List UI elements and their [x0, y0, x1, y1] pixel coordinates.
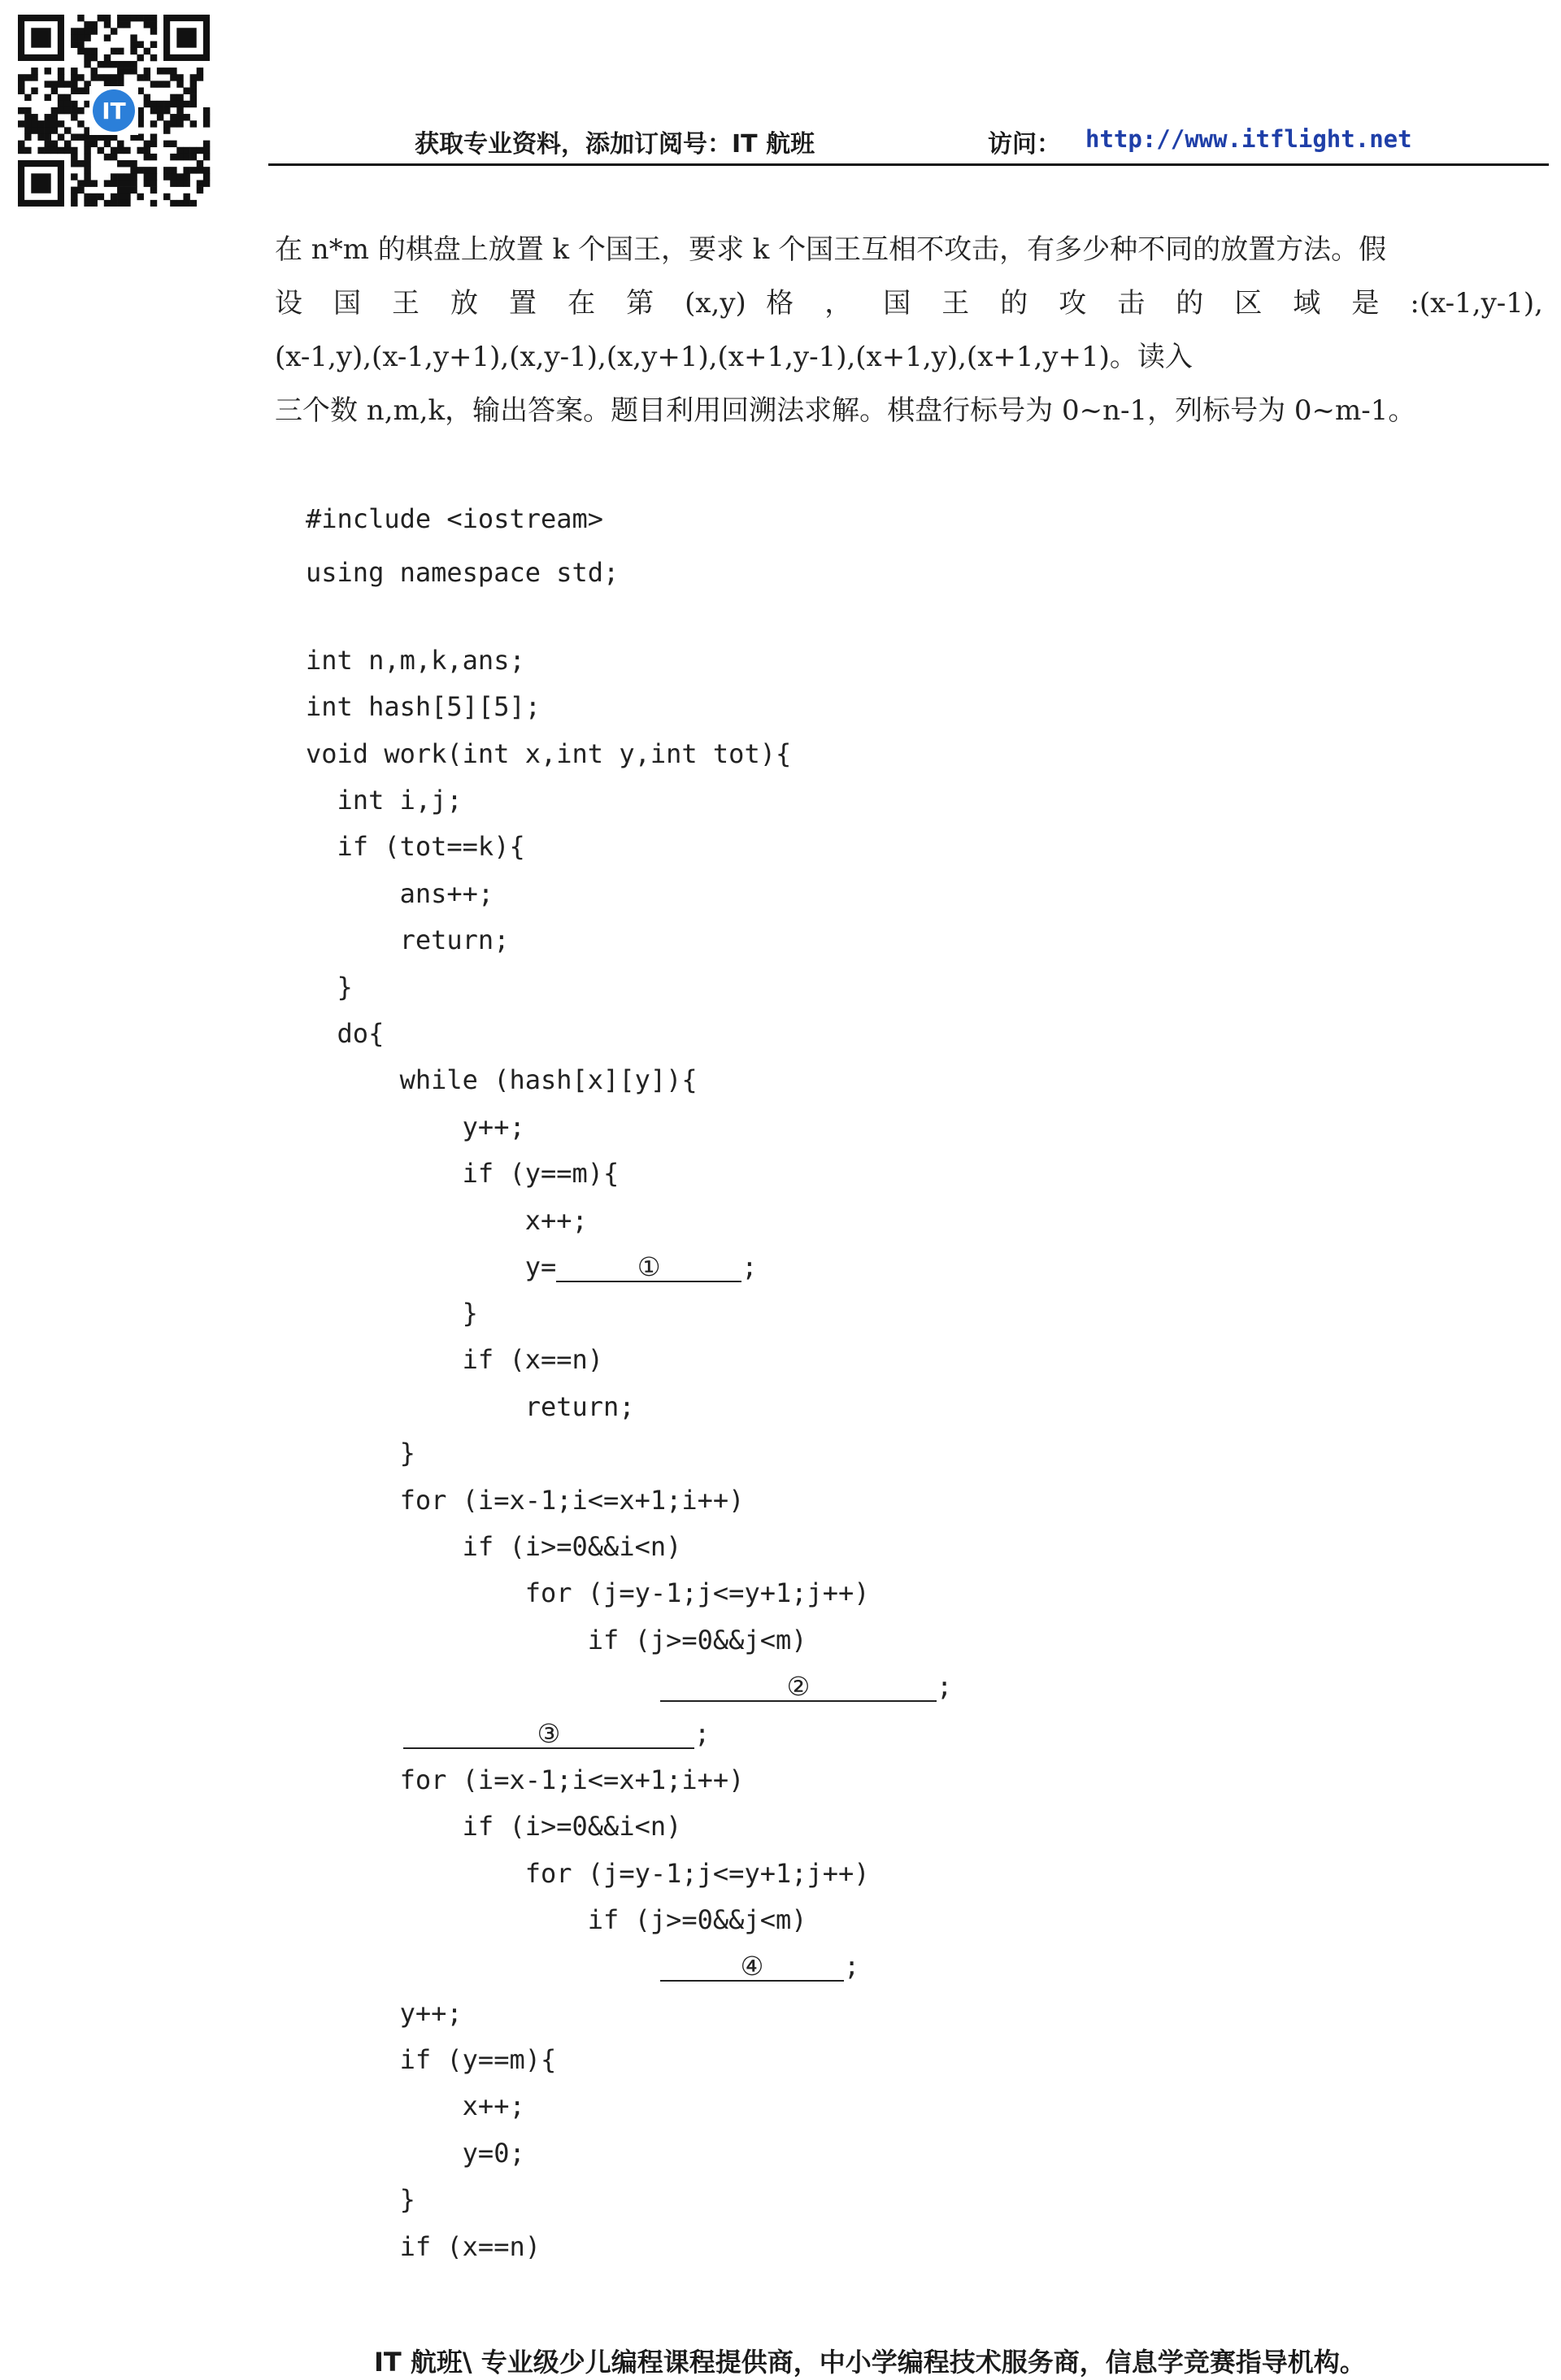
qr-module: [197, 74, 203, 80]
qr-module: [64, 80, 71, 87]
qr-module: [91, 28, 98, 34]
qr-module: [183, 173, 189, 180]
qr-module: [111, 61, 117, 67]
qr-module: [111, 74, 117, 80]
qr-module: [130, 180, 137, 186]
qr-module: [51, 107, 58, 114]
code-line: y++;: [306, 1112, 525, 1142]
code-text: ;: [844, 1951, 860, 1982]
header-visit-label: 访问：: [988, 130, 1061, 159]
qr-module: [31, 114, 37, 120]
qr-module: [77, 180, 84, 186]
qr-module: [150, 21, 157, 28]
code-line: void work(int x,int y,int tot){: [306, 738, 792, 769]
qr-module: [58, 80, 64, 87]
qr-module: [190, 74, 197, 80]
qr-module: [77, 88, 84, 94]
qr-module: [91, 74, 98, 80]
code-line: if (i>=0&&i<n): [306, 1811, 682, 1842]
qr-module: [58, 74, 64, 80]
code-line: y++;: [306, 1998, 463, 2029]
qr-module: [170, 167, 176, 173]
qr-module: [170, 200, 176, 207]
qr-module: [98, 194, 104, 200]
qr-module: [163, 107, 170, 114]
code-line: if (y==m){: [306, 1158, 620, 1189]
qr-module: [130, 67, 137, 74]
blank-1[interactable]: ①: [556, 1253, 741, 1282]
qr-module: [104, 54, 111, 61]
qr-module: [117, 21, 124, 28]
qr-module: [71, 74, 77, 80]
qr-module: [31, 88, 37, 94]
qr-module: [150, 15, 157, 21]
statement-line-4: 三个数 n,m,k，输出答案。题目利用回溯法求解。棋盘行标号为 0~n-1，列标号为 0~m-1。: [275, 394, 1416, 427]
qr-module: [77, 41, 84, 48]
blank-4[interactable]: ④: [660, 1952, 844, 1982]
code-line-blank-2: [660, 1670, 952, 1703]
code-line: if (j>=0&&j<m): [306, 1625, 807, 1656]
qr-module: [104, 74, 111, 80]
qr-module: [91, 67, 98, 74]
qr-module: [18, 107, 24, 114]
qr-module: [176, 200, 183, 207]
qr-module: [104, 200, 111, 207]
code-line: if (j>=0&&j<m): [306, 1904, 807, 1935]
qr-module: [117, 74, 124, 80]
qr-module: [170, 94, 176, 101]
code-line: if (x==n): [306, 2231, 541, 2262]
statement-line-1: 在 n*m 的棋盘上放置 k 个国王，要求 k 个国王互相不攻击，有多少种不同的放置方法。假: [275, 233, 1387, 266]
qr-module: [84, 180, 90, 186]
qr-module: [163, 101, 170, 107]
qr-module: [150, 54, 157, 61]
code-line: int i,j;: [306, 785, 463, 816]
problem-statement: [275, 223, 1543, 437]
code-line: x++;: [306, 1205, 588, 1236]
qr-module: [150, 107, 157, 114]
qr-module: [31, 74, 37, 80]
qr-module: [137, 194, 143, 200]
code-line: while (hash[x][y]){: [306, 1064, 698, 1095]
qr-module: [91, 194, 98, 200]
qr-module: [51, 114, 58, 120]
qr-module: [58, 67, 64, 74]
qr-module: [124, 21, 130, 28]
qr-module: [111, 28, 117, 34]
qr-module: [144, 94, 150, 101]
qr-module: [77, 48, 84, 54]
qr-module: [150, 41, 157, 48]
qr-module: [71, 187, 77, 194]
qr-module: [176, 114, 183, 120]
qr-module: [150, 80, 157, 87]
qr-module: [203, 114, 210, 120]
qr-module: [137, 41, 143, 48]
qr-module: [183, 101, 189, 107]
qr-module: [98, 15, 104, 21]
qr-module: [84, 200, 90, 207]
qr-module: [71, 88, 77, 94]
qr-module: [183, 88, 189, 94]
qr-module: [163, 67, 170, 74]
qr-module: [104, 61, 111, 67]
code-line: if (tot==k){: [306, 831, 525, 862]
qr-module: [117, 200, 124, 207]
code-line: for (i=x-1;i<=x+1;i++): [306, 1764, 745, 1795]
qr-module: [130, 61, 137, 67]
qr-module: [124, 61, 130, 67]
qr-module: [84, 173, 90, 180]
qr-module: [84, 54, 90, 61]
qr-module: [130, 167, 137, 173]
qr-module: [144, 48, 150, 54]
qr-module: [190, 167, 197, 173]
qr-module: [71, 80, 77, 87]
qr-module: [163, 194, 170, 200]
qr-module: [157, 67, 163, 74]
qr-module: [71, 101, 77, 107]
qr-finder-center: [31, 28, 50, 47]
qr-module: [150, 173, 157, 180]
qr-module: [130, 41, 137, 48]
qr-module: [104, 21, 111, 28]
qr-module: [130, 173, 137, 180]
code-line: return;: [306, 1391, 635, 1422]
qr-module: [176, 101, 183, 107]
qr-module: [91, 54, 98, 61]
qr-module: [117, 15, 124, 21]
qr-module: [176, 180, 183, 186]
code-line: }: [306, 1438, 415, 1468]
qr-module: [71, 34, 77, 41]
qr-module: [124, 15, 130, 21]
qr-module: [130, 15, 137, 21]
qr-module: [45, 94, 51, 101]
code-line: do{: [306, 1018, 385, 1049]
header-subscribe-text: 获取专业资料，添加订阅号：IT 航班: [415, 130, 815, 159]
qr-module: [144, 173, 150, 180]
qr-module: [58, 101, 64, 107]
header-url-link[interactable]: http://www.itflight.net: [1085, 125, 1412, 153]
code-line-blank-4: [660, 1950, 859, 1982]
qr-module: [111, 200, 117, 207]
blank-2[interactable]: ②: [660, 1673, 937, 1702]
qr-module: [124, 187, 130, 194]
qr-module: [170, 67, 176, 74]
qr-module: [77, 15, 84, 21]
qr-module: [77, 74, 84, 80]
qr-module: [190, 94, 197, 101]
statement-line-3: (x-1,y),(x-1,y+1),(x,y-1),(x,y+1),(x+1,y-1),(x+1,y),(x+1,y+1)。读入: [275, 341, 1193, 373]
code-text: ;: [937, 1671, 953, 1702]
qr-module: [183, 167, 189, 173]
qr-module: [71, 114, 77, 120]
code-line: using namespace std;: [306, 557, 620, 588]
code-line: x++;: [306, 2091, 525, 2121]
qr-module: [117, 194, 124, 200]
code-line: }: [306, 1298, 478, 1329]
qr-module: [45, 67, 51, 74]
qr-module: [197, 67, 203, 74]
qr-module: [197, 167, 203, 173]
qr-module: [137, 74, 143, 80]
qr-module: [183, 180, 189, 186]
qr-module: [130, 187, 137, 194]
qr-module: [117, 67, 124, 74]
qr-module: [124, 200, 130, 207]
qr-module: [91, 21, 98, 28]
qr-module: [64, 101, 71, 107]
qr-module: [77, 28, 84, 34]
qr-module: [51, 88, 58, 94]
qr-module: [144, 180, 150, 186]
code-text: y=: [306, 1251, 557, 1282]
qr-module: [64, 107, 71, 114]
qr-module: [84, 28, 90, 34]
qr-module: [24, 107, 31, 114]
qr-module: [176, 80, 183, 87]
qr-module: [183, 200, 189, 207]
qr-module: [91, 200, 98, 207]
qr-module: [84, 21, 90, 28]
qr-module: [170, 74, 176, 80]
qr-module: [45, 114, 51, 120]
qr-module: [98, 61, 104, 67]
qr-module: [170, 114, 176, 120]
qr-module: [197, 187, 203, 194]
qr-module: [150, 101, 157, 107]
code-line-blank-3: [403, 1717, 710, 1750]
qr-module: [51, 80, 58, 87]
qr-module: [150, 200, 157, 207]
qr-module: [58, 94, 64, 101]
qr-module: [124, 67, 130, 74]
qr-module: [137, 15, 143, 21]
qr-finder-center: [31, 173, 50, 193]
qr-module: [24, 74, 31, 80]
code-line: if (i>=0&&i<n): [306, 1531, 682, 1562]
qr-module: [18, 80, 24, 87]
qr-module: [170, 173, 176, 180]
qr-module: [183, 114, 189, 120]
qr-module: [18, 88, 24, 94]
qr-module: [45, 80, 51, 87]
qr-module: [170, 180, 176, 186]
blank-3[interactable]: ③: [403, 1720, 694, 1749]
qr-module: [190, 80, 197, 87]
qr-module: [111, 194, 117, 200]
qr-module: [77, 107, 84, 114]
qr-finder-center: [176, 28, 196, 47]
qr-module: [163, 173, 170, 180]
qr-module: [157, 107, 163, 114]
qr-module: [197, 180, 203, 186]
qr-module: [124, 194, 130, 200]
qr-module: [203, 167, 210, 173]
qr-module: [104, 180, 111, 186]
qr-module: [124, 180, 130, 186]
qr-module: [111, 48, 117, 54]
qr-module: [104, 34, 111, 41]
qr-module: [203, 173, 210, 180]
code-line: for (i=x-1;i<=x+1;i++): [306, 1485, 745, 1516]
qr-module: [71, 41, 77, 48]
qr-module: [71, 200, 77, 207]
qr-module: [98, 74, 104, 80]
qr-module: [117, 48, 124, 54]
qr-module: [71, 194, 77, 200]
qr-module: [176, 107, 183, 114]
qr-module: [144, 21, 150, 28]
qr-module: [150, 180, 157, 186]
code-line: int n,m,k,ans;: [306, 645, 525, 676]
page-footer: IT 航班\ 专业级少儿编程课程提供商，中小学编程技术服务商，信息学竞赛指导机构。: [374, 2347, 1366, 2378]
qr-module: [84, 167, 90, 173]
code-line: ans++;: [306, 878, 494, 909]
page-header: [0, 124, 1561, 164]
qr-module: [117, 173, 124, 180]
code-line: #include <iostream>: [306, 503, 604, 534]
qr-module: [124, 173, 130, 180]
code-line: }: [306, 972, 353, 1003]
qr-module: [190, 200, 197, 207]
qr-module: [117, 187, 124, 194]
qr-module: [77, 34, 84, 41]
qr-module: [58, 107, 64, 114]
qr-module: [111, 180, 117, 186]
qr-module: [157, 80, 163, 87]
qr-module: [170, 101, 176, 107]
qr-module: [137, 54, 143, 61]
qr-module: [144, 15, 150, 21]
code-line: if (x==n): [306, 1344, 604, 1375]
qr-module: [176, 94, 183, 101]
code-line: }: [306, 2184, 415, 2215]
code-line: if (y==m){: [306, 2044, 557, 2075]
qr-module: [190, 101, 197, 107]
code-line: int hash[5][5];: [306, 691, 541, 722]
qr-module: [144, 74, 150, 80]
qr-module: [190, 88, 197, 94]
qr-module: [104, 15, 111, 21]
qr-module: [163, 80, 170, 87]
qr-module: [71, 173, 77, 180]
qr-module: [117, 180, 124, 186]
qr-module: [150, 167, 157, 173]
qr-module: [31, 67, 37, 74]
code-line-blank-1: [306, 1251, 758, 1283]
qr-module: [91, 48, 98, 54]
qr-module: [157, 114, 163, 120]
code-line: for (j=y-1;j<=y+1;j++): [306, 1577, 870, 1608]
qr-module: [84, 61, 90, 67]
qr-module: [130, 34, 137, 41]
qr-module: [64, 94, 71, 101]
qr-module: [144, 67, 150, 74]
qr-module: [183, 194, 189, 200]
qr-module: [117, 61, 124, 67]
qr-module: [144, 101, 150, 107]
qr-module: [71, 67, 77, 74]
qr-module: [84, 34, 90, 41]
qr-module: [91, 180, 98, 186]
qr-module: [203, 107, 210, 114]
qr-module: [157, 101, 163, 107]
qr-module: [150, 187, 157, 194]
qr-module: [137, 167, 143, 173]
qr-module: [150, 28, 157, 34]
qr-module: [111, 173, 117, 180]
qr-module: [144, 167, 150, 173]
code-line: y=0;: [306, 2138, 525, 2169]
qr-module: [18, 74, 24, 80]
qr-logo-text: IT: [102, 98, 126, 124]
qr-module: [176, 74, 183, 80]
code-line: return;: [306, 925, 510, 955]
qr-module: [77, 187, 84, 194]
qr-module: [84, 194, 90, 200]
code-line: for (j=y-1;j<=y+1;j++): [306, 1858, 870, 1889]
statement-line-2: 设 国 王 放 置 在 第 (x,y) 格 ， 国 王 的 攻 击 的 区 域 是 :(x-1,y-1),: [275, 287, 1543, 320]
code-text: ;: [741, 1251, 758, 1282]
qr-code-graphic: [15, 15, 213, 207]
header-divider: [268, 163, 1549, 166]
qr-module: [71, 107, 77, 114]
qr-module: [163, 167, 170, 173]
qr-module: [24, 114, 31, 120]
qr-module: [84, 48, 90, 54]
qr-module: [176, 173, 183, 180]
qr-module: [24, 94, 31, 101]
qr-code: [15, 15, 213, 207]
code-text: ;: [694, 1718, 711, 1749]
qr-module: [71, 28, 77, 34]
qr-module: [203, 180, 210, 186]
qr-module: [130, 48, 137, 54]
